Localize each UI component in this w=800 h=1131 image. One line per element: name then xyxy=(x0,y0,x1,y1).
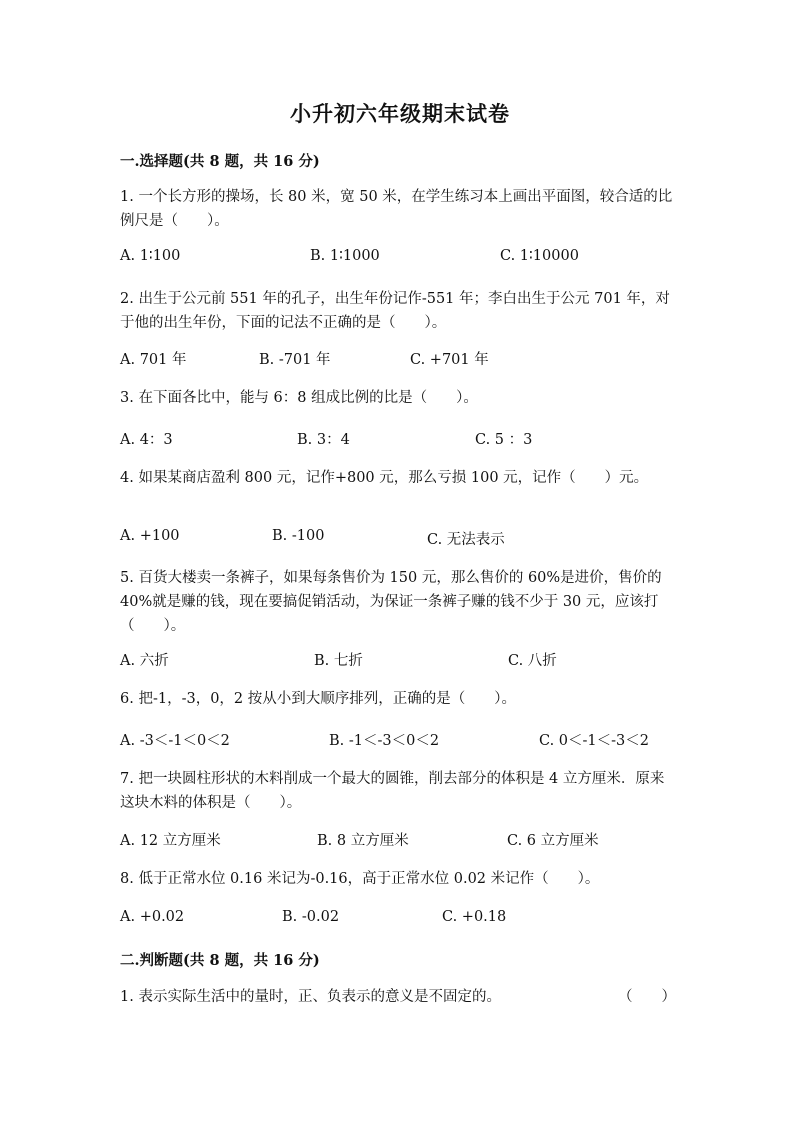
answer-blank: （ ） xyxy=(618,989,676,1005)
option-c: C. +701 年 xyxy=(410,352,489,368)
option-a: A. 12 立方厘米 xyxy=(120,833,221,849)
question-options xyxy=(120,348,680,370)
question-options xyxy=(120,649,680,671)
option-b: B. 1∶1000 xyxy=(310,248,380,264)
option-c: C. 1∶10000 xyxy=(500,248,579,264)
option-b: B. -100 xyxy=(272,528,325,544)
question-text: 7. 把一块圆柱形状的木料削成一个最大的圆锥，削去部分的体积是 4 立方厘米．原来这块木料的体积是（ ）。 xyxy=(120,771,665,811)
question-text: 2. 出生于公元前 551 年的孔子，出生年份记作-551 年；李白出生于公元 701 年，对于他的出生年份，下面的记法不正确的是（ ）。 xyxy=(120,291,670,331)
option-b: B. 七折 xyxy=(314,653,363,669)
option-b: B. -0.02 xyxy=(282,909,340,925)
option-a: A. 4：3 xyxy=(120,432,173,448)
question-options xyxy=(120,248,680,270)
question-options xyxy=(120,829,680,851)
option-c: C. 0＜-1＜-3＜2 xyxy=(539,733,649,749)
question-options xyxy=(120,528,680,550)
section-heading-judgment: 二.判断题(共 8 题，共 16 分) xyxy=(120,952,320,969)
question-text: 4. 如果某商店盈利 800 元，记作+800 元，那么亏损 100 元，记作（ ）元。 xyxy=(120,470,649,486)
option-c: C. 无法表示 xyxy=(427,532,505,548)
question-text: 8. 低于正常水位 0.16 米记为-0.16，高于正常水位 0.02 米记作（ ）。 xyxy=(120,871,600,887)
option-c: C. 八折 xyxy=(508,653,557,669)
question-options xyxy=(120,909,680,931)
question-text: 3. 在下面各比中，能与 6：8 组成比例的比是（ ）。 xyxy=(120,390,478,406)
option-b: B. 3：4 xyxy=(297,432,350,448)
exam-title: 小升初六年级期末试卷 xyxy=(290,101,510,126)
question-text: 5. 百货大楼卖一条裤子，如果每条售价为 150 元，那么售价的 60%是进价，售价的 40%就是赚的钱，现在要搞促销活动，为保证一条裤子赚的钱不少于 30 元，应该打（ ）。 xyxy=(120,570,662,634)
option-b: B. -701 年 xyxy=(259,352,331,368)
question-text: 6. 把-1，-3，0，2 按从小到大顺序排列，正确的是（ ）。 xyxy=(120,691,517,707)
question-text: 1. 表示实际生活中的量时，正、负表示的意义是不固定的。 xyxy=(120,989,501,1005)
option-b: B. 8 立方厘米 xyxy=(317,833,409,849)
section-heading-choice: 一.选择题(共 8 题，共 16 分) xyxy=(120,153,320,170)
option-c: C. 6 立方厘米 xyxy=(507,833,599,849)
option-a: A. 1∶100 xyxy=(120,248,181,264)
question-options xyxy=(120,729,680,751)
option-a: A. 六折 xyxy=(120,653,169,669)
option-a: A. +0.02 xyxy=(120,909,185,925)
option-c: C. +0.18 xyxy=(442,909,507,925)
option-c: C. 5 ：3 xyxy=(475,432,533,448)
question-options xyxy=(120,428,680,450)
option-a: A. -3＜-1＜0＜2 xyxy=(120,733,230,749)
option-a: A. +100 xyxy=(120,528,180,544)
question-text: 1. 一个长方形的操场，长 80 米，宽 50 米，在学生练习本上画出平面图，较合适的比例尺是（ ）。 xyxy=(120,189,673,229)
option-b: B. -1＜-3＜0＜2 xyxy=(329,733,440,749)
option-a: A. 701 年 xyxy=(120,352,187,368)
